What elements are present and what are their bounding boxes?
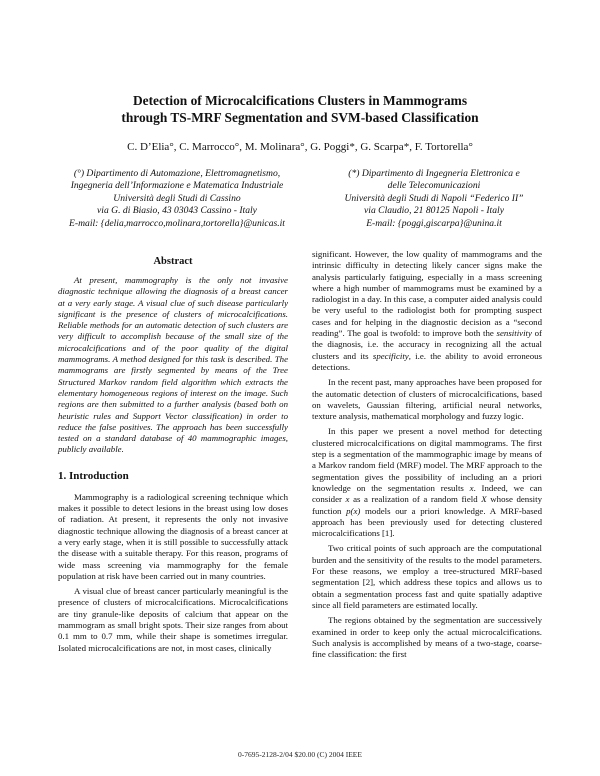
text-emphasis: x [345, 494, 350, 505]
affiliation-line: via G. di Biasio, 43 03043 Cassino - Italy [97, 205, 257, 217]
body-paragraph [312, 426, 542, 539]
body-paragraph: The regions obtained by the segmentation are successively examined in order to keep only the actual microcalcifications. Such analysis is accomplished by means of a two-stage, coarse-fine classification: the first [312, 615, 542, 660]
text-run: of the diagnosis, i.e. the accuracy in recognizing all the actual clusters and its [312, 328, 542, 361]
affiliation-email: E-mail: {poggi,giscarpa}@unina.it [366, 217, 502, 229]
body-paragraph: Mammography is a radiological screening technique which makes it possible to detect lesions in the breast using low doses of radiation. At present, it represents the only not invasive diagnostic technique allowing the diagnosis of a breast cancer at a very early stage, when it is still possible to successfully attack the disease with a suitable therapy. For this reason, programs of wide mass screening via mammography for the female population at risk have been carried out in many countries. [58, 491, 288, 581]
affiliation-line: Ingegneria dell’Informazione e Matematica Industriale [70, 180, 284, 192]
text-run: significant. However, the low quality of mammograms and the intrinsic difficulty in detecting likely cancer signs make the analysis particularly fatiguing, especially in a mass screening where a high number of mammograms must be examined by a radiologist in a day. In this case, a computer aided analysis could be very useful to the radiologist both for prompting suspect cases and for helping in the diagnostic decision as a “second reading”. The goal is twofold: to improve both the [312, 249, 542, 339]
affiliation-line: Università degli Studi di Napoli “Federico II” [344, 192, 524, 204]
affiliation-line: (°) Dipartimento di Automazione, Elettromagnetismo, [73, 168, 281, 179]
introduction-heading: 1. Introduction [58, 469, 129, 482]
body-paragraph: Two critical points of such approach are the computational burden and the sensitivity of the results to the model parameters. For these reasons, we employ a tree-structured MRF-based segmentation [2], which address these topics and allows us to obtain a segmentation process fast and quite spatially adaptive since all field parameters are estimated locally. [312, 543, 542, 610]
text-emphasis: x [469, 482, 474, 493]
affiliation-napoli [314, 168, 554, 230]
text-run: models our a priori knowledge. A MRF-based approach has been previously used for detecting clustered microcalcifications [1]. [312, 505, 542, 539]
copyright-footer: 0-7695-2128-2/04 $20.00 (C) 2004 IEEE [238, 750, 362, 759]
text-run: In this paper we present a novel method for detecting clustered microcalcifications on digital mammograms. The first step is a segmentation of the mammographic image by means of a Markov random field (MRF) model. The MRF approach to the segmentation gives the possibility of including an a priori knowledge on the segmentation results [312, 426, 542, 493]
right-column [312, 249, 542, 664]
author-list: C. D’Elia°, C. Marrocco°, M. Molinara°, G. Poggi*, G. Scarpa*, F. Tortorella° [127, 141, 473, 153]
abstract-heading: Abstract [153, 256, 193, 267]
affiliation-line: (*) Dipartimento di Ingegneria Elettronica e [348, 168, 520, 179]
text-run: whose density function [312, 494, 542, 516]
body-paragraph: In the recent past, many approaches have been proposed for the automatic detection of clusters of microcalcifications, based on wavelets, Gaussian filtering, artificial neural networks, texture analysis, mathematical morphology and fuzzy logic. [312, 377, 542, 422]
text-run: . Indeed, we can consider [312, 482, 542, 505]
title-line-2: through TS-MRF Segmentation and SVM-based Classification [121, 110, 479, 125]
paper-title [0, 92, 600, 126]
left-column [58, 255, 288, 658]
title-line-1: Detection of Microcalcifications Clusters in Mammograms [132, 93, 468, 108]
text-emphasis: sensitivity [496, 328, 532, 339]
affiliation-line: via Claudio, 21 80125 Napoli - Italy [364, 205, 504, 217]
affiliation-cassino [52, 168, 302, 230]
body-paragraph [312, 249, 542, 373]
affiliation-line: delle Telecomunicazioni [387, 180, 481, 192]
text-run: as a realization of a random field [349, 494, 482, 505]
text-run: , i.e. the ability to avoid erroneous detections. [312, 350, 542, 372]
text-emphasis: specificity [372, 350, 409, 361]
abstract-text: At present, mammography is the only not invasive diagnostic technique allowing the diagnosis of a breast cancer at a very early stage. A visual clue of such disease particularly significant is the presence of clusters of microcalcifications. Reliable methods for an automatic detection of such clusters are very difficult to accomplish because of the small size of the microcalcifications and of the poor quality of the digital mammograms. A method designed for this task is described. The mammograms are firstly segmented by means of the Tree Structured Markov random field algorithm which extracts the elementary homogeneous regions of interest on the image. Such regions are then submitted to a further analysis (based both on heuristic rules and Support Vector classification) in order to reduce the false positives. The approach has been successfully tested on a standard database of 40 mammographic images, publicly available. [58, 275, 288, 455]
body-paragraph: A visual clue of breast cancer particularly meaningful is the presence of clusters of microcalcifications. Microcalcifications are tiny granule-like deposits of calcium that appear on the mammogram as small bright spots. Their size ranges from about 0.1 mm to 0.7 mm, while their shape is sometimes irregular. Isolated microcalcifications are not, in most cases, clinically [58, 586, 288, 653]
text-emphasis: X [481, 494, 487, 505]
affiliation-line: Università degli Studi di Cassino [113, 192, 241, 204]
affiliation-email: E-mail: {delia,marrocco,molinara,tortorella}@unicas.it [69, 217, 285, 229]
text-emphasis: p(x) [346, 505, 361, 516]
